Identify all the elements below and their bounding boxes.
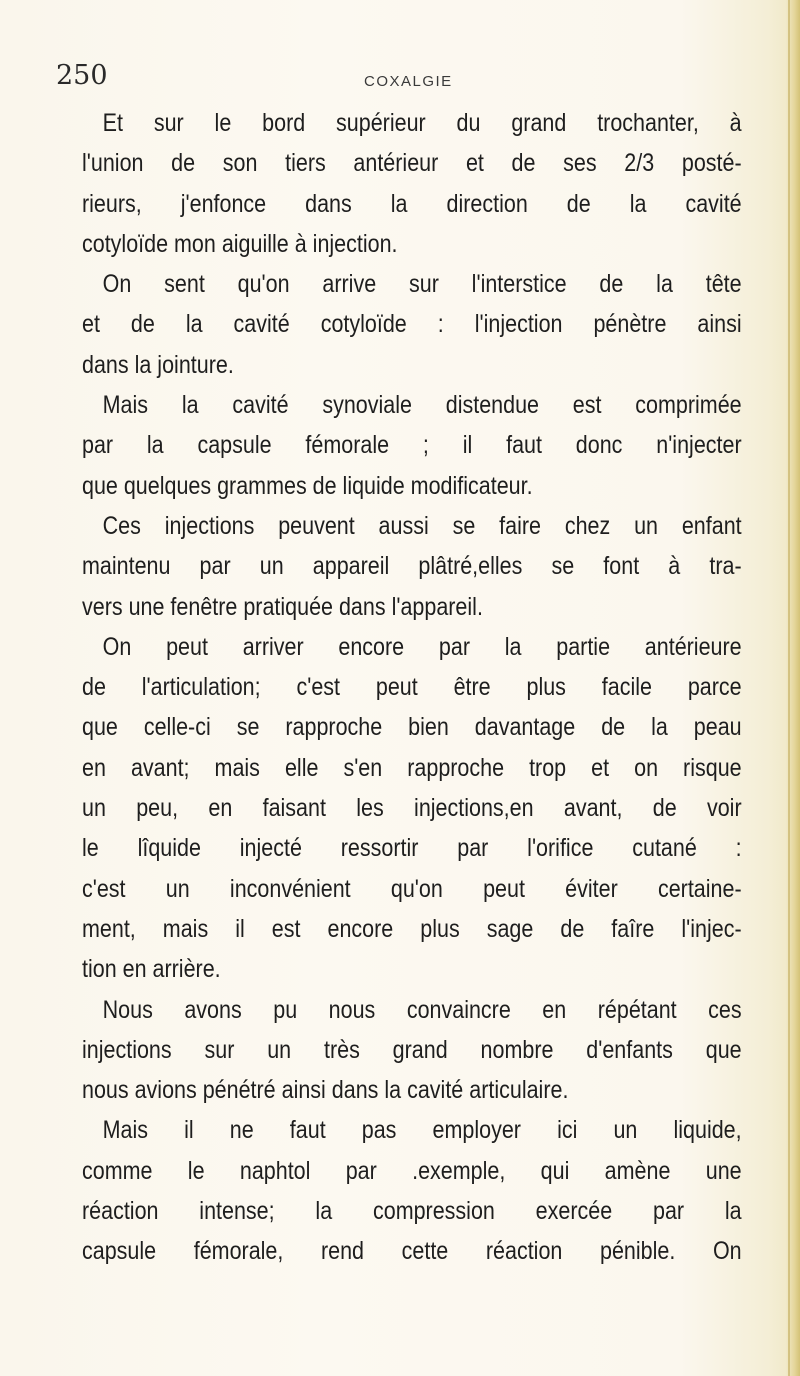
page-edge-line [788,0,790,1376]
body-text [82,103,742,1272]
text-line: capsule fémorale, rend cette réaction pénible. On [82,1237,742,1266]
text-line: vers une fenêtre pratiquée dans l'appareil. [82,592,483,621]
text-line: On sent qu'on arrive sur l'interstice de la tête [102,270,742,299]
text-line: On peut arriver encore par la partie antérieure [102,632,742,661]
text-line: rieurs, j'enfonce dans la direction de la cavité [82,189,742,218]
text-line: Mais la cavité synoviale distendue est comprimée [102,391,742,420]
text-line: réaction intense; la compression exercée par la [82,1197,742,1226]
running-title: COXALGIE [364,73,453,90]
text-line: par la capsule fémorale ; il faut donc n'injecter [82,431,742,460]
page-number: 250 [56,60,108,91]
text-line: maintenu par un appareil plâtré,elles se font à tra- [82,552,742,581]
text-line: l'union de son tiers antérieur et de ses 2/3 posté- [82,149,742,178]
text-line: un peu, en faisant les injections,en avant, de voir [82,794,742,823]
text-line: Ces injections peuvent aussi se faire chez un enfant [102,511,742,540]
text-line: cotyloïde mon aiguille à injection. [82,229,398,258]
text-line: c'est un inconvénient qu'on peut éviter certaine- [82,874,742,903]
text-line: que celle-ci se rapproche bien davantage de la peau [82,713,742,742]
text-line: le lîquide injecté ressortir par l'orifice cutané : [82,834,742,863]
text-line: Mais il ne faut pas employer ici un liquide, [102,1116,742,1145]
text-line: que quelques grammes de liquide modificateur. [82,471,533,500]
text-line: en avant; mais elle s'en rapproche trop et on risque [82,753,742,782]
text-line: de l'articulation; c'est peut être plus facile parce [82,673,742,702]
text-line: Nous avons pu nous convaincre en répétant ces [102,995,742,1024]
text-line: tion en arrière. [82,955,221,984]
text-line: comme le naphtol par .exemple, qui amène une [82,1156,742,1185]
text-line: nous avions pénétré ainsi dans la cavité articulaire. [82,1076,569,1105]
text-line: dans la jointure. [82,350,234,379]
text-line: ment, mais il est encore plus sage de faîre l'injec- [82,914,742,943]
text-line: et de la cavité cotyloïde : l'injection pénètre ainsi [82,310,742,339]
text-line: Et sur le bord supérieur du grand trochanter, à [102,109,742,137]
text-line: injections sur un très grand nombre d'enfants que [82,1035,742,1064]
